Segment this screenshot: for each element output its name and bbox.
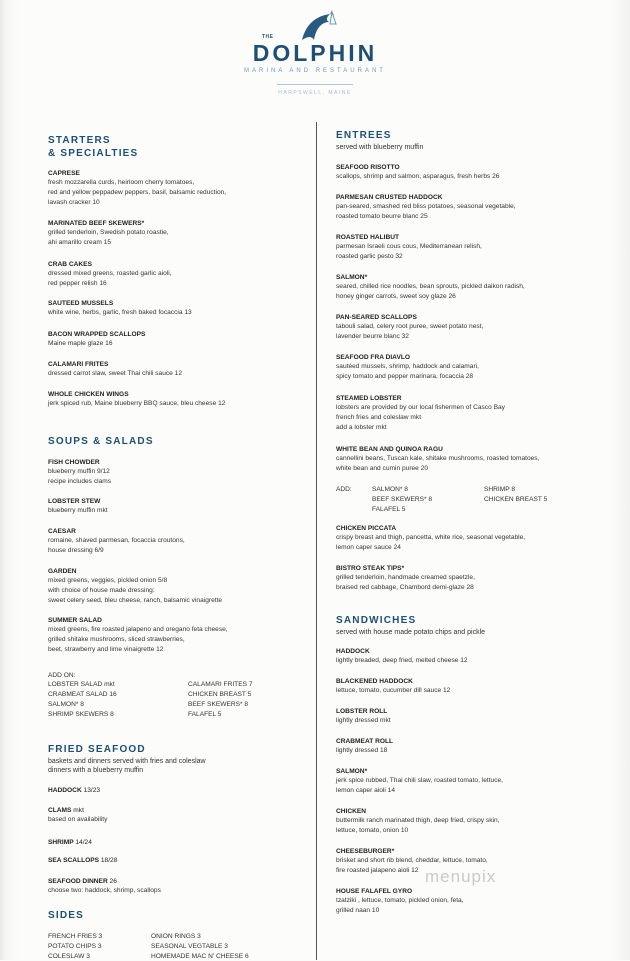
menu-item-name: CHICKEN PICCATA (336, 525, 397, 532)
menu-item (336, 767, 611, 796)
menu-item (48, 169, 323, 208)
menu-item-description: honey ginger carrots, sweet soy glaze 26 (336, 293, 456, 300)
addon-item: FRENCH FRIES 3 (48, 933, 103, 940)
menu-item-description: grilled tenderloin, Swedish potato roastie, (48, 229, 169, 236)
menu-item (48, 219, 323, 248)
menu-item-description: ahi amarillo cream 15 (48, 239, 112, 246)
menu-item-description: blueberry muffin 9/12 (48, 468, 110, 475)
menu-item-name: PAN-SEARED SCALLOPS (336, 314, 417, 321)
addon-item: CALAMARI FRITES 7 (188, 681, 253, 688)
menu-item (336, 737, 611, 756)
menu-item-name: CLAMS mkt (48, 807, 84, 814)
watermark-text: menupix (425, 867, 497, 886)
menu-item (48, 616, 323, 655)
menu-item (48, 260, 323, 289)
menu-item-name: SEAFOOD DINNER 26 (48, 878, 117, 885)
menu-item-description: jerk spice rubbed, Thai chili slaw, roasted tomato, lettuce, (336, 777, 504, 784)
menu-item (336, 273, 611, 302)
menu-item-description: lightly dressed mkt (336, 717, 391, 724)
menu-item-description: based on availability (48, 816, 108, 823)
menu-item-description: house dressing 6/9 (48, 547, 104, 554)
menu-item-description: lettuce, tomato, cucumber dill sauce 12 (336, 687, 451, 694)
menu-item-description: lavender beurre blanc 32 (336, 333, 409, 340)
menu-item-description: choose two: haddock, shrimp, scallops (48, 887, 161, 894)
addon-item: ONION RINGS 3 (151, 933, 201, 940)
menu-item-description: sautéed mussels, shrimp, haddock and calamari, (336, 363, 479, 370)
menu-item (336, 887, 611, 916)
menu-item-description: brisket and short rib blend, cheddar, lettuce, tomato, (336, 857, 488, 864)
menu-item-description: add a lobster mkt (336, 424, 387, 431)
menu-item-name: GARDEN (48, 568, 77, 575)
addon-item: SALMON* 8 (372, 486, 408, 493)
menu-item (48, 360, 323, 379)
menu-item-price: 13/23 (83, 787, 101, 794)
logo-location: HARPSWELL, MAINE (278, 90, 352, 96)
menu-item (48, 330, 323, 349)
menu-item-name: PARMESAN CRUSTED HADDOCK (336, 194, 443, 201)
menu-item-name: LOBSTER ROLL (336, 708, 388, 715)
menu-item-price: 14/24 (75, 839, 92, 846)
menu-item-name: SAUTEED MUSSELS (48, 300, 114, 307)
menu-item-price: mkt (73, 807, 84, 814)
menu-item-description: buttermilk ranch marinated thigh, deep fried, crispy skin, (336, 817, 500, 824)
menu-item (336, 193, 611, 222)
menu-item-name: SHRIMP 14/24 (48, 839, 92, 846)
menu-item-description: Maine maple glaze 16 (48, 340, 113, 347)
menu-item-name: BISTRO STEAK TIPS* (336, 565, 405, 572)
menu-item-description: lobsters are provided by our local fishermen of Casco Bay (336, 404, 505, 411)
menu-item-description: scallops, shrimp and salmon, asparagus, fresh herbs 26 (336, 173, 500, 180)
menu-item-name: CALAMARI FRITES (48, 361, 109, 368)
menu-item-name: CRABMEAT ROLL (336, 738, 394, 745)
menu-item-description: jerk spiced rub, Maine blueberry BBQ sauce, bleu cheese 12 (48, 400, 226, 407)
menu-item-description: braised red cabbage, Chambord demi-glaze 28 (336, 584, 474, 591)
menu-item-description: tzatziki , lettuce, tomato, pickled onion, feta, (336, 897, 464, 904)
menu-item (336, 233, 611, 262)
menu-item-description: red pepper relish 16 (48, 280, 107, 287)
menu-item-description: sweet celery seed, bleu cheese, ranch, balsamic vinaigrette (48, 597, 223, 604)
addon-item: CRABMEAT SALAD 16 (48, 691, 117, 698)
addon-item: CHICKEN BREAST 5 (484, 496, 548, 503)
menu-item-description: seared, chilled rice noodles, bean sprouts, pickled daikon radish, (336, 283, 525, 290)
menu-item (48, 877, 323, 896)
menu-item-name: SEAFOOD FRA DIAVLO (336, 354, 410, 361)
menu-item-description: lavash cracker 10 (48, 199, 100, 206)
menu-item (336, 677, 611, 696)
menu-item-description: lightly dressed 18 (336, 747, 388, 754)
menu-item (48, 299, 323, 318)
sandwiches-sub: served with house made potato chips and pickle (336, 629, 486, 636)
starters-title-1: STARTERS (48, 135, 111, 146)
menu-item-name: WHOLE CHICKEN WINGS (48, 391, 129, 398)
addon-item: CHICKEN BREAST 5 (188, 691, 252, 698)
menu-item-description: lightly breaded, deep fried, melted cheese 12 (336, 657, 468, 664)
menu-item (336, 445, 611, 474)
menu-item (336, 807, 611, 836)
menu-item-name: SEA SCALLOPS 18/28 (48, 857, 118, 864)
menu-item-name: CHEESEBURGER* (336, 848, 395, 855)
addon-item: HOMEMADE MAC N' CHEESE 6 (151, 953, 249, 960)
logo-the-text: THE (262, 34, 274, 40)
menu-item (48, 458, 323, 487)
menu-item-price: 18/28 (100, 857, 118, 864)
menu-item (48, 390, 323, 409)
menu-item-description: white wine, herbs, garlic, fresh baked focaccia 13 (48, 309, 192, 316)
menu-item-description: beet, strawberry and lime vinaigrette 12 (48, 646, 164, 653)
menu-item-name: BLACKENED HADDOCK (336, 678, 413, 685)
menu-item-description: fire roasted jalapeno aioli 12 (336, 867, 419, 874)
addon-item: POTATO CHIPS 3 (48, 943, 102, 950)
logo-subtitle: MARINA AND RESTAURANT (244, 68, 386, 74)
menu-item-description: dressed mixed greens, roasted garlic aioli, (48, 270, 172, 277)
menu-item (336, 524, 611, 553)
menu-item (336, 394, 611, 433)
menu-item (48, 497, 323, 516)
menu-item-description: lemon caper aioli 14 (336, 787, 396, 794)
addon-item: SHRIMP SKEWERS 8 (48, 711, 114, 718)
menu-item-description: lettuce, tomato, onion 10 (336, 827, 409, 834)
menu-item-name: SALMON* (336, 274, 368, 281)
menu-item-name: STEAMED LOBSTER (336, 395, 402, 402)
menu-item-description: with choice of house made dressing: (48, 587, 155, 594)
sides-title: SIDES (48, 910, 85, 921)
menu-item-description: lemon caper sauce 24 (336, 544, 401, 551)
starters-title-2: & SPECIALTIES (48, 148, 139, 159)
menu-item-name: WHITE BEAN AND QUINOA RAGU (336, 446, 443, 453)
fried-sub-1: baskets and dinners served with fries and coleslaw (48, 758, 206, 765)
menu-item-name: SUMMER SALAD (48, 617, 102, 624)
menu-item-name: ROASTED HALIBUT (336, 234, 400, 241)
menu-item-description: red and yellow peppadew peppers, basil, balsamic reduction, (48, 189, 227, 196)
menu-item-description: roasted tomato beurre blanc 25 (336, 213, 428, 220)
menu-item-name: SEAFOOD RISOTTO (336, 164, 400, 171)
menu-item (336, 353, 611, 382)
restaurant-logo (0, 6, 630, 101)
addon-item: BEEF SKEWERS* 8 (188, 701, 249, 708)
menu-item-name: LOBSTER STEW (48, 498, 101, 505)
menu-item (48, 527, 323, 556)
menu-item-name: FISH CHOWDER (48, 459, 100, 466)
menu-item-name: CAPRESE (48, 170, 80, 177)
soups-addon-label: ADD ON: (48, 672, 76, 679)
menu-item-description: mixed greens, veggies, pickled onion 5/8 (48, 577, 168, 584)
fried-sub-2: dinners with a blueberry muffin (48, 767, 144, 774)
menu-item-name: HADDOCK (336, 648, 370, 655)
menu-item (48, 806, 323, 825)
menu-item-description: blueberry muffin mkt (48, 507, 108, 514)
fried-title: FRIED SEAFOOD (48, 744, 146, 755)
menu-item (48, 567, 323, 606)
menu-item-description: grilled tenderloin, handmade creamed spaetzle, (336, 574, 475, 581)
menu-item (336, 647, 611, 666)
sandwiches-title: SANDWICHES (336, 615, 417, 626)
menu-item (48, 856, 323, 865)
logo-brand-text: DOLPHIN (252, 40, 378, 66)
addon-item: SEASONAL VEGTABLE 3 (151, 943, 228, 950)
menu-item-description: grilled shitake mushrooms, sliced strawberries, (48, 636, 185, 643)
addon-item: FALAFEL 5 (372, 506, 406, 513)
logo-rule (277, 84, 353, 85)
menu-item-name: HADDOCK 13/23 (48, 787, 101, 794)
menu-item-name: CAESAR (48, 528, 76, 535)
menu-item (336, 313, 611, 342)
menu-item-description: recipe includes clams (48, 478, 112, 485)
menu-item-price: 26 (109, 878, 117, 885)
addon-item: SHRIMP 8 (484, 486, 516, 493)
menu-item-description: romaine, shaved parmesan, focaccia croutons, (48, 537, 185, 544)
addon-item: FALAFEL 5 (188, 711, 222, 718)
menu-item-name: HOUSE FALAFEL GYRO (336, 888, 413, 895)
menu-item-name: MARINATED BEEF SKEWERS* (48, 220, 145, 227)
menu-item-description: pan-seared, smashed red bliss potatoes, seasonal vegetable, (336, 203, 516, 210)
menu-item (336, 707, 611, 726)
menu-item-description: mixed greens, fire roasted jalapeno and oregano feta cheese, (48, 626, 228, 633)
menu-item-description: roasted garlic pesto 32 (336, 253, 403, 260)
menu-item-description: white bean and cumin puree 20 (336, 465, 429, 472)
menu-item-name: BACON WRAPPED SCALLOPS (48, 331, 146, 338)
menu-item-name: CRAB CAKES (48, 261, 92, 268)
entrees-add-label: ADD: (336, 486, 352, 493)
menu-item-description: cannellini beans, Tuscan kale, shitake mushrooms, roasted tomatoes, (336, 455, 540, 462)
menu-item (336, 163, 611, 182)
menu-item-description: dressed carrot slaw, sweet Thai chili sauce 12 (48, 370, 183, 377)
menu-item-description: fresh mozzarella curds, heirloom cherry tomatoes, (48, 179, 195, 186)
soups-title: SOUPS & SALADS (48, 436, 154, 447)
menu-item-description: crispy breast and thigh, pancetta, white rice, seasonal vegetable, (336, 534, 526, 541)
menu-item-description: french fries and coleslaw mkt (336, 414, 422, 421)
menu-item (336, 564, 611, 593)
menu-item-description: grilled naan 10 (336, 907, 380, 914)
entrees-title: ENTREES (336, 130, 392, 141)
addon-item: BEEF SKEWERS* 8 (372, 496, 433, 503)
addon-item: SALMON* 8 (48, 701, 84, 708)
menu-item-name: SALMON* (336, 768, 368, 775)
entrees-sub: served with blueberry muffin (336, 144, 424, 151)
menu-item-description: parmesan Israeli cous cous, Mediterranean relish, (336, 243, 482, 250)
menu-item-name: CHICKEN (336, 808, 367, 815)
menu-item-description: tabouli salad, celery root puree, sweet potato nest, (336, 323, 484, 330)
addon-item: LOBSTER SALAD mkt (48, 681, 115, 688)
menu-item (48, 786, 323, 795)
menu-item-description: spicy tomato and pepper marinara, focaccia 28 (336, 373, 474, 380)
addon-item: COLESLAW 3 (48, 953, 90, 960)
menu-item (48, 838, 323, 847)
